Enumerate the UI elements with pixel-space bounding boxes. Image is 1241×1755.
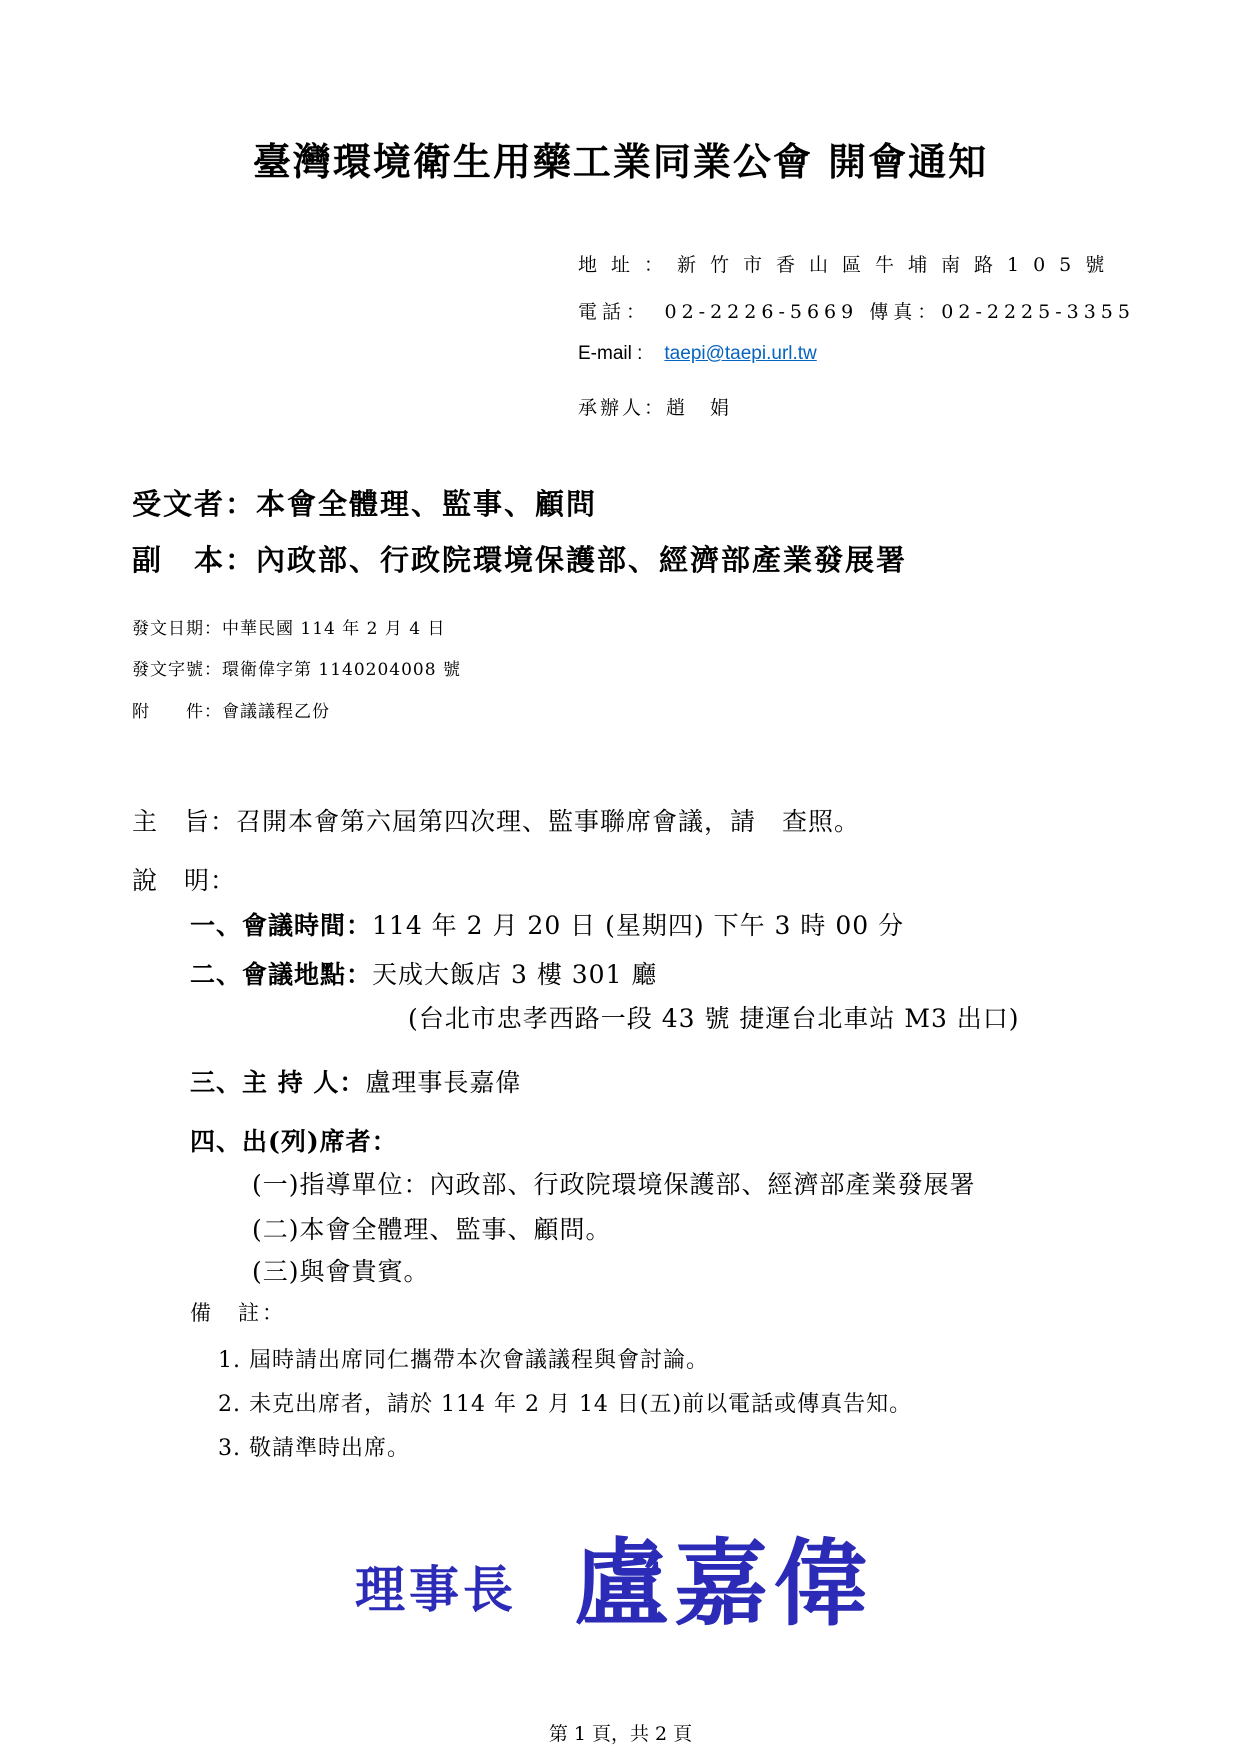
- recipient-line: [132, 482, 597, 523]
- meeting-place-value: 天成大飯店 3 樓 301 廳: [372, 960, 658, 989]
- contact-phone-fax: 電話： 02-2226-5669 傳真：02-2225-3355: [578, 301, 1135, 323]
- contact-handler: 承辦人：趙 娟: [578, 397, 733, 419]
- attendee-item: (二)本會全體理、監事、顧問。: [252, 1215, 612, 1244]
- meeting-place-detail: (台北市忠孝西路一段 43 號 捷運台北車站 M3 出口): [408, 1004, 1020, 1033]
- explanation-label: 說 明：: [132, 866, 237, 895]
- email-label: E-mail :: [578, 343, 643, 364]
- note-item: 2. 未克出席者，請於 114 年 2 月 14 日(五)前以電話或傳真告知。: [218, 1392, 913, 1417]
- note-item: 3. 敬請準時出席。: [218, 1436, 410, 1461]
- issue-date: 發文日期：中華民國 114 年 2 月 4 日: [132, 619, 446, 639]
- copy-label: 副 本：: [132, 543, 257, 577]
- contact-address: 地址：新竹市香山區牛埔南路105號: [578, 254, 1119, 276]
- meeting-time: [190, 906, 904, 942]
- document-number: 發文字號：環衛偉字第 1140204008 號: [132, 660, 461, 680]
- meeting-place: [190, 955, 657, 991]
- meeting-time-value: 114 年 2 月 20 日 (星期四) 下午 3 時 00 分: [372, 911, 905, 940]
- attachment: 附 件：會議議程乙份: [132, 702, 330, 722]
- notes-label: 備 註：: [190, 1301, 286, 1325]
- copy-line: [132, 538, 907, 579]
- page-title: 臺灣環境衛生用藥工業同業公會 開會通知: [252, 139, 989, 184]
- meeting-place-label: 二、會議地點：: [190, 960, 373, 989]
- page-number: 第 1 頁，共 2 頁: [548, 1723, 693, 1745]
- signature-name: 盧嘉偉: [574, 1529, 875, 1639]
- attendee-item: (三)與會貴賓。: [252, 1257, 430, 1286]
- meeting-time-label: 一、會議時間：: [190, 911, 373, 940]
- attendees-label: 四、出(列)席者：: [190, 1127, 398, 1156]
- meeting-host-value: 盧理事長嘉偉: [365, 1068, 522, 1097]
- note-item: 1. 屆時請出席同仁攜帶本次會議議程與會討論。: [218, 1348, 709, 1373]
- signature-title: 理事長: [355, 1560, 517, 1619]
- meeting-host: [190, 1063, 521, 1099]
- email-link[interactable]: taepi@taepi.url.tw: [664, 343, 817, 364]
- contact-email-line: [578, 343, 817, 365]
- attendee-item: (一)指導單位：內政部、行政院環境保護部、經濟部產業發展署: [252, 1170, 976, 1199]
- recipient-label: 受文者：: [132, 487, 257, 521]
- subject: 主 旨：召開本會第六屆第四次理、監事聯席會議，請 查照。: [132, 807, 861, 836]
- copy-value: 內政部、行政院環境保護部、經濟部產業發展署: [256, 543, 908, 577]
- recipient-value: 本會全體理、監事、顧問: [256, 487, 598, 521]
- meeting-host-label: 三、主 持 人：: [190, 1068, 366, 1097]
